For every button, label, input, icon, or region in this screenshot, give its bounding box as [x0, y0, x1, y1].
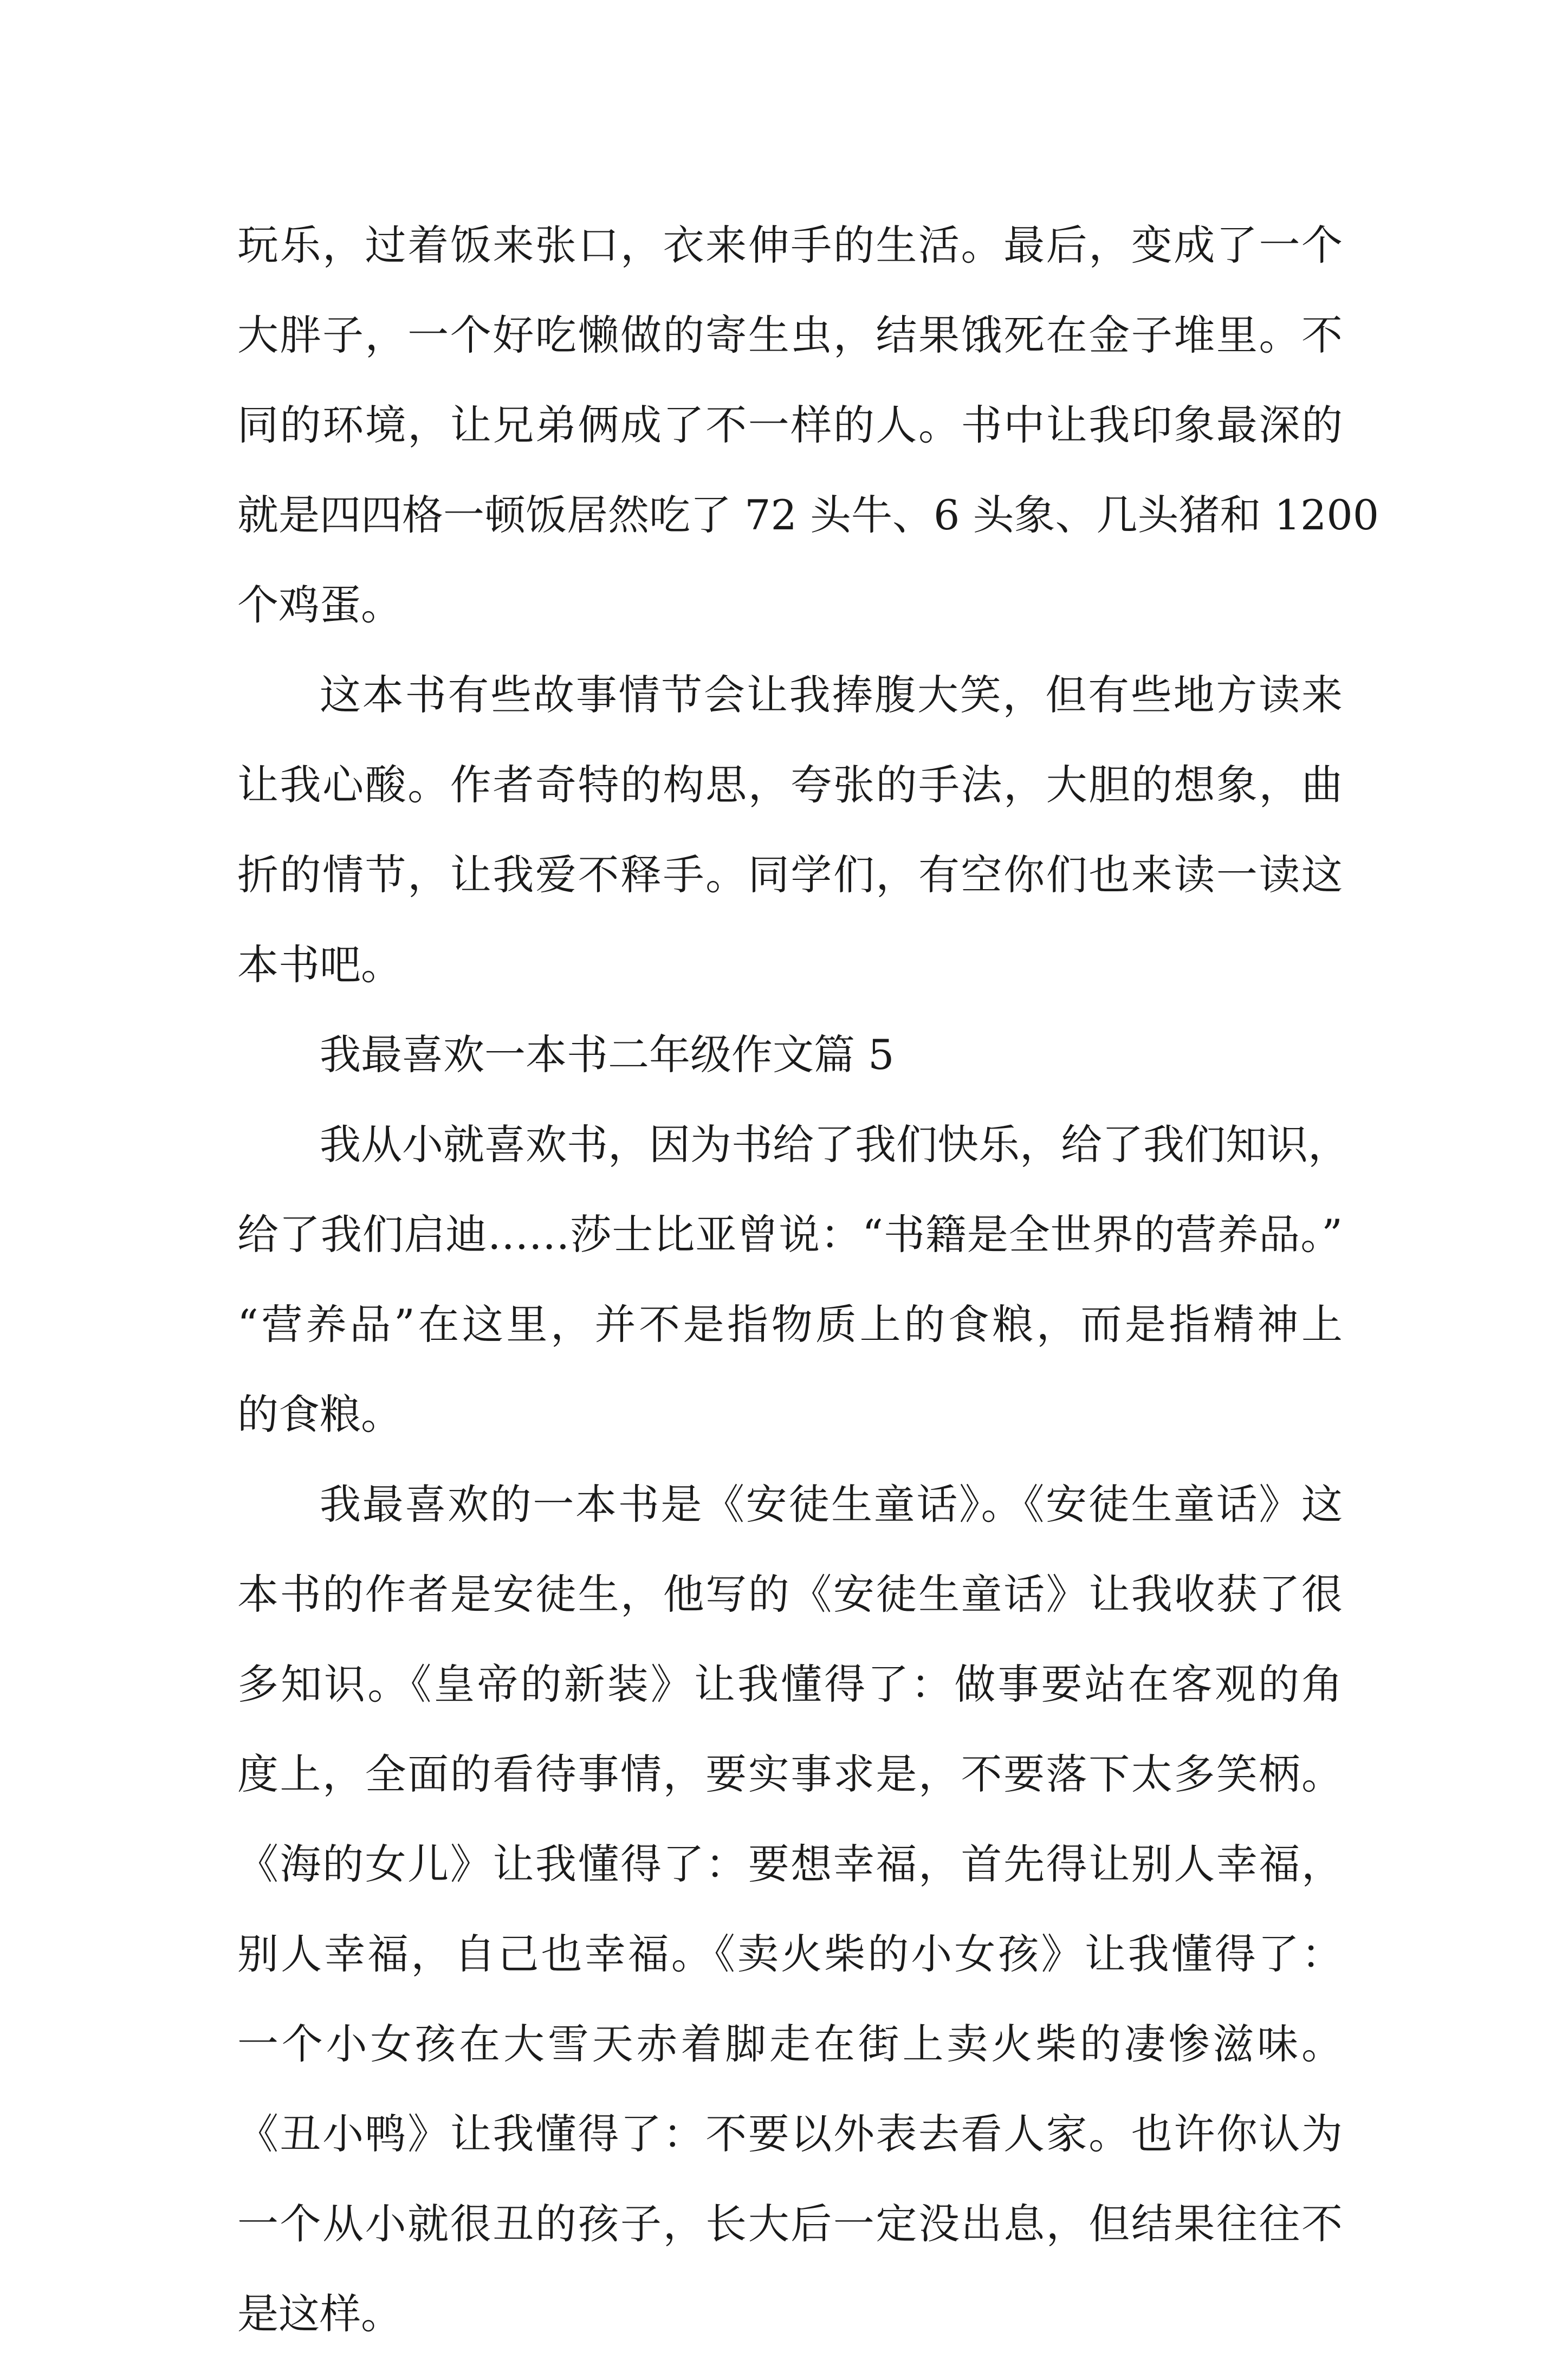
text-line: 让我心酸。作者奇特的构思，夸张的手法，大胆的想象，曲 [237, 761, 1343, 809]
text-line: 就是四四格一顿饭居然吃了 72 头牛、6 头象、几头猪和 1200 [237, 491, 1379, 539]
text-line: 《海的女儿》让我懂得了：要想幸福，首先得让别人幸福， [237, 1840, 1343, 1888]
text-line: 本书吧。 [237, 941, 402, 989]
text-line: 个鸡蛋。 [237, 581, 402, 629]
text-line: 《丑小鸭》让我懂得了：不要以外表去看人家。也许你认为 [237, 2110, 1343, 2158]
text-line: 一个小女孩在大雪天赤着脚走在街上卖火柴的凄惨滋味。 [237, 2020, 1343, 2068]
text-line: 同的环境，让兄弟俩成了不一样的人。书中让我印象最深的 [237, 401, 1343, 449]
text-line: 大胖子，一个好吃懒做的寄生虫，结果饿死在金子堆里。不 [237, 311, 1343, 359]
text-line: 本书的作者是安徒生，他写的《安徒生童话》让我收获了很 [237, 1570, 1343, 1618]
text-line: 折的情节，让我爱不释手。同学们，有空你们也来读一读这 [237, 851, 1343, 899]
text-line: 玩乐，过着饭来张口，衣来伸手的生活。最后，变成了一个 [237, 221, 1343, 269]
paragraph-first-line: 这本书有些故事情节会让我捧腹大笑，但有些地方读来 [320, 671, 1343, 719]
text-line: 度上，全面的看待事情，要实事求是，不要落下太多笑柄。 [237, 1750, 1343, 1798]
text-line: 一个从小就很丑的孩子，长大后一定没出息，但结果往往不 [237, 2200, 1343, 2248]
text-line: “营养品”在这里，并不是指物质上的食粮，而是指精神上 [237, 1300, 1343, 1349]
text-line: 多知识。《皇帝的新装》让我懂得了：做事要站在客观的角 [237, 1660, 1343, 1708]
text-line: 给了我们启迪……莎士比亚曾说：“书籍是全世界的营养品。” [237, 1210, 1343, 1259]
paragraph-first-line: 我最喜欢的一本书是《安徒生童话》。《安徒生童话》这 [320, 1480, 1343, 1528]
text-line: 的食粮。 [237, 1390, 402, 1438]
text-line: 别人幸福，自己也幸福。《卖火柴的小女孩》让我懂得了： [237, 1930, 1343, 1978]
section-heading: 我最喜欢一本书二年级作文篇 5 [320, 1031, 895, 1079]
body-text [237, 200, 1379, 2359]
paragraph-first-line: 我从小就喜欢书，因为书给了我们快乐，给了我们知识， [320, 1120, 1349, 1169]
text-line: 是这样。 [237, 2290, 402, 2338]
